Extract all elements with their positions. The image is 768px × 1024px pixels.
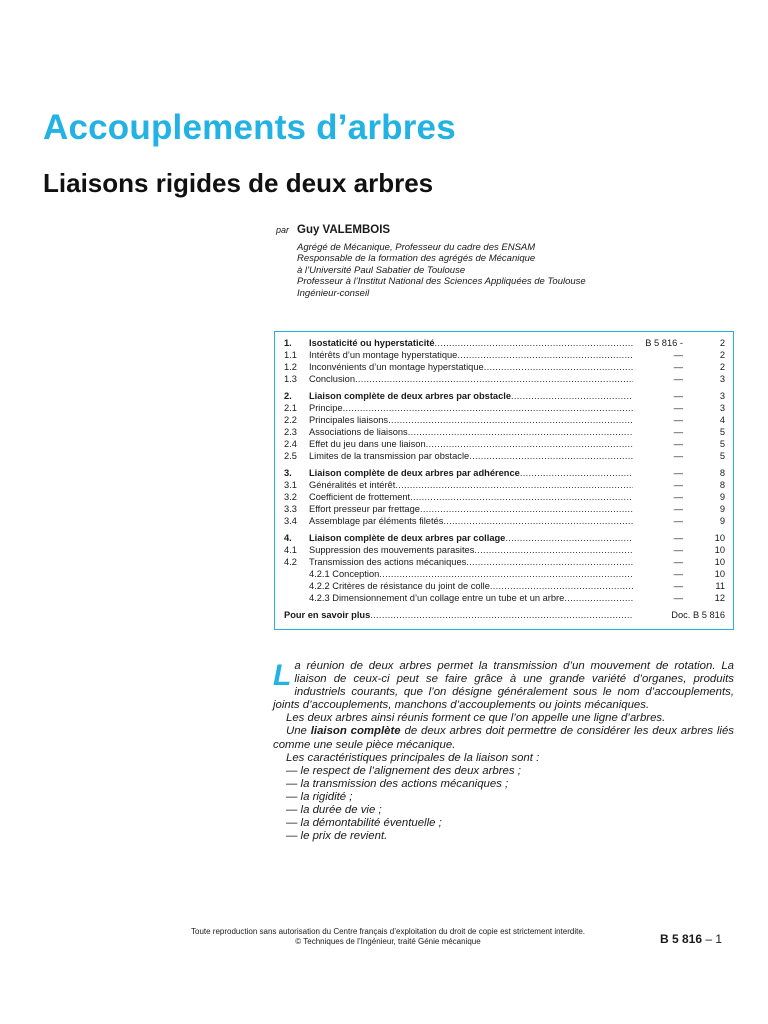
- toc-entry[interactable]: [284, 361, 725, 373]
- toc-dash: —: [673, 504, 683, 515]
- affiliation-line: Ingénieur-conseil: [297, 287, 370, 299]
- toc-dash: —: [673, 516, 683, 527]
- toc-entry[interactable]: [284, 373, 725, 385]
- toc-number: 3.: [284, 467, 292, 478]
- toc-number: 1.: [284, 338, 292, 348]
- toc-number: 2.3: [284, 427, 297, 438]
- toc-page: 5: [719, 427, 725, 438]
- toc-entry[interactable]: [284, 438, 725, 450]
- toc-title: Pour en savoir plus: [284, 609, 371, 620]
- toc-number: 1.1: [284, 350, 297, 361]
- toc-dash: —: [673, 390, 683, 401]
- toc-dash: —: [673, 427, 683, 438]
- toc-leader-dots: [469, 450, 633, 462]
- toc-leader-dots: [395, 479, 633, 491]
- toc-leader-dots: [457, 349, 633, 361]
- toc-entry[interactable]: [284, 568, 725, 580]
- toc-number: 2.2: [284, 415, 297, 426]
- toc-title: Conclusion: [309, 374, 355, 385]
- list-item: — le respect de l’alignement des deux arbres ;: [286, 764, 521, 777]
- toc-page: 9: [719, 516, 725, 527]
- toc-page: 2: [719, 350, 725, 361]
- toc-page-ref: [633, 592, 725, 604]
- toc-page: 9: [719, 504, 725, 515]
- introduction-text: [273, 660, 734, 843]
- toc-page-ref: [633, 491, 725, 503]
- toc-entry[interactable]: [284, 592, 725, 604]
- toc-entry[interactable]: [284, 532, 725, 544]
- toc-title: Effet du jeu dans une liaison: [309, 439, 426, 450]
- toc-number: 2.5: [284, 451, 297, 462]
- toc-leader-dots: [388, 414, 633, 426]
- toc-page-ref: [633, 479, 725, 491]
- toc-page: 10: [714, 545, 725, 555]
- affiliation-line: à l’Université Paul Sabatier de Toulouse: [297, 264, 466, 276]
- toc-title: Associations de liaisons: [309, 427, 408, 438]
- copyright-line: Toute reproduction sans autorisation du Centre français d’exploitation du droit de copie est strictement interdite.: [191, 927, 585, 936]
- toc-leader-dots: [410, 491, 633, 503]
- toc-number: 4.2: [284, 557, 297, 568]
- toc-dash: —: [673, 402, 683, 413]
- toc-dash: —: [673, 593, 683, 604]
- intro-text-segment: Une: [286, 725, 311, 738]
- toc-entry[interactable]: [284, 515, 725, 527]
- toc-entry[interactable]: [284, 491, 725, 503]
- toc-page-ref: [633, 544, 725, 556]
- toc-page-ref: [633, 450, 725, 462]
- toc-number: 2.: [284, 390, 292, 401]
- article-subtitle: Liaisons rigides de deux arbres: [43, 168, 434, 198]
- toc-page-ref: [633, 337, 725, 349]
- toc-leader-dots: [343, 402, 633, 414]
- toc-page: 2: [719, 362, 725, 373]
- toc-page: 11: [715, 581, 725, 592]
- toc-number: 3.3: [284, 504, 297, 515]
- toc-entry[interactable]: [284, 337, 725, 349]
- toc-dash: B 5 816 -: [645, 338, 683, 348]
- toc-entry[interactable]: [284, 426, 725, 438]
- toc-entry[interactable]: [284, 467, 725, 479]
- toc-title: Liaison complète de deux arbres par adhérence: [309, 467, 520, 478]
- author-line: [276, 224, 696, 240]
- toc-leader-dots: [370, 609, 633, 621]
- toc-page: 10: [714, 532, 725, 543]
- toc-dash: —: [673, 492, 683, 503]
- toc-page-ref: [633, 568, 725, 580]
- toc-entry[interactable]: [284, 450, 725, 462]
- toc-leader-dots: [443, 515, 633, 527]
- toc-number: 3.4: [284, 516, 297, 527]
- toc-page: 10: [714, 569, 725, 580]
- toc-dash: —: [673, 557, 683, 568]
- copyright-line: © Techniques de l’Ingénieur, traité Génie mécanique: [295, 936, 481, 946]
- toc-entry[interactable]: [284, 580, 725, 592]
- list-item: — la transmission des actions mécaniques ;: [286, 777, 509, 790]
- toc-title: Inconvénients d’un montage hyperstatique: [309, 362, 484, 373]
- toc-number: 4.1: [284, 545, 297, 555]
- toc-page: Doc. B 5 816: [671, 609, 725, 620]
- toc-entry[interactable]: [284, 479, 725, 491]
- toc-number: 3.1: [284, 480, 297, 491]
- toc-page-ref: [633, 414, 725, 426]
- toc-title: Principales liaisons: [309, 415, 389, 426]
- toc-leader-dots: [426, 438, 633, 450]
- document-code: B 5 816: [660, 932, 703, 946]
- toc-leader-dots: [505, 532, 633, 544]
- toc-page-ref: [633, 402, 725, 414]
- toc-page: 12: [714, 593, 725, 604]
- intro-paragraph: [273, 725, 734, 751]
- toc-entry[interactable]: [284, 503, 725, 515]
- toc-leader-dots: [520, 467, 633, 479]
- toc-page-ref: [633, 373, 725, 385]
- table-of-contents: [274, 331, 734, 630]
- toc-dash: —: [673, 581, 683, 592]
- list-item: — la rigidité ;: [286, 790, 353, 803]
- toc-title: 4.2.3 Dimensionnement d’un collage entre un tube et un arbre: [309, 593, 565, 604]
- toc-leader-dots: [474, 544, 633, 556]
- toc-dash: —: [673, 569, 683, 580]
- toc-title: Assemblage par éléments filetés: [309, 516, 444, 527]
- toc-page-ref: [633, 609, 725, 621]
- toc-page: 4: [719, 415, 725, 426]
- toc-leader-dots: [435, 337, 633, 349]
- toc-title: Coefficient de frottement: [309, 492, 411, 503]
- toc-page: 10: [714, 557, 725, 568]
- toc-number: 4.: [284, 532, 292, 543]
- toc-entry[interactable]: [284, 414, 725, 426]
- toc-page-ref: [633, 503, 725, 515]
- toc-page: 8: [719, 480, 725, 491]
- toc-page: 9: [719, 492, 725, 503]
- toc-page: 5: [719, 451, 725, 462]
- author-name: Guy VALEMBOIS: [297, 224, 391, 236]
- toc-title: Effort presseur par frettage: [309, 504, 420, 515]
- toc-leader-dots: [466, 556, 633, 568]
- toc-dash: —: [673, 415, 683, 426]
- toc-leader-dots: [490, 580, 633, 592]
- toc-leader-dots: [511, 390, 633, 402]
- toc-title: Généralités et intérêt: [309, 480, 396, 491]
- toc-number: 1.3: [284, 374, 297, 385]
- toc-dash: —: [673, 374, 683, 385]
- toc-leader-dots: [420, 503, 633, 515]
- toc-dash: —: [673, 545, 683, 555]
- page-reference: [660, 932, 722, 946]
- toc-page: 5: [719, 439, 725, 450]
- intro-text-segment: de deux arbres doit permettre de considérer les deux arbres liés comme une seule pièce mécanique.: [273, 725, 734, 751]
- by-label: par: [276, 225, 290, 235]
- toc-page-ref: [633, 556, 725, 568]
- toc-dash: —: [673, 350, 683, 361]
- toc-leader-dots: [408, 426, 633, 438]
- toc-page: 3: [719, 390, 725, 401]
- toc-entry[interactable]: [284, 349, 725, 361]
- toc-dash: —: [673, 451, 683, 462]
- toc-title: 4.2.2 Critères de résistance du joint de colle: [309, 581, 490, 592]
- toc-title: Suppression des mouvements parasites: [309, 545, 475, 555]
- toc-title: Liaison complète de deux arbres par obstacle: [309, 390, 512, 401]
- toc-dash: —: [673, 467, 683, 478]
- emphasis-term: liaison complète: [310, 725, 401, 738]
- toc-page: 3: [719, 374, 725, 385]
- toc-title: 4.2.1 Conception: [309, 569, 380, 580]
- toc-leader-dots: [484, 361, 633, 373]
- toc-title: Transmission des actions mécaniques: [309, 557, 467, 568]
- page-number: – 1: [702, 932, 723, 946]
- toc-title: Principe: [309, 402, 343, 413]
- toc-title: Liaison complète de deux arbres par collage: [309, 532, 506, 543]
- toc-page-ref: [633, 515, 725, 527]
- toc-entry[interactable]: [284, 609, 725, 621]
- toc-page-ref: [633, 390, 725, 402]
- author-block: [276, 224, 696, 299]
- toc-page: 2: [719, 338, 725, 348]
- toc-leader-dots: [564, 592, 633, 604]
- drop-cap: L: [273, 659, 292, 692]
- toc-number: 2.1: [284, 402, 297, 413]
- author-affiliations: [297, 242, 696, 299]
- toc-dash: —: [673, 439, 683, 450]
- affiliation-line: Agrégé de Mécanique, Professeur du cadre des ENSAM: [297, 242, 536, 253]
- toc-dash: —: [673, 362, 683, 373]
- list-item: — la durée de vie ;: [286, 804, 382, 817]
- toc-page-ref: [633, 532, 725, 544]
- list-item: — le prix de revient.: [286, 830, 388, 843]
- toc-page-ref: [633, 349, 725, 361]
- toc-leader-dots: [379, 568, 633, 580]
- toc-page-ref: [633, 438, 725, 450]
- toc-page-ref: [633, 467, 725, 479]
- copyright-notice: [150, 927, 626, 946]
- toc-page: 3: [719, 402, 725, 413]
- intro-paragraph: Les caractéristiques principales de la liaison sont :: [286, 751, 540, 764]
- toc-dash: —: [673, 532, 683, 543]
- list-item: — la démontabilité éventuelle ;: [286, 817, 442, 830]
- toc-entry[interactable]: [284, 556, 725, 568]
- toc-number: 2.4: [284, 439, 297, 450]
- intro-paragraph-text: a réunion de deux arbres permet la transmission d’un mouvement de rotation. La liaison de ceux-ci peut se faire grâce à une grande variété d’organes, produits industriels courants, que l’on désigne généralement sous le nom d’accouplements, joints d’accouplements, manchons d’accouplements ou joints mécaniques.: [273, 660, 734, 712]
- toc-title: Isostaticité ou hyperstaticité: [309, 338, 435, 348]
- toc-entry[interactable]: [284, 544, 725, 556]
- toc-page-ref: [633, 361, 725, 373]
- toc-entry[interactable]: [284, 390, 725, 402]
- toc-title: Limites de la transmission par obstacle: [309, 451, 470, 462]
- toc-number: 1.2: [284, 362, 297, 373]
- article-title: Accouplements d’arbres: [43, 108, 456, 147]
- intro-paragraph: [273, 660, 734, 712]
- toc-number: 3.2: [284, 492, 297, 503]
- affiliation-line: Professeur à l’Institut National des Sciences Appliquées de Toulouse: [297, 276, 586, 288]
- toc-page-ref: [633, 580, 725, 592]
- intro-paragraph: Les deux arbres ainsi réunis forment ce que l’on appelle une ligne d’arbres.: [286, 712, 666, 725]
- affiliation-line: Responsable de la formation des agrégés de Mécanique: [297, 253, 536, 265]
- toc-title: Intérêts d’un montage hyperstatique: [309, 350, 458, 361]
- toc-page: 8: [719, 467, 725, 478]
- toc-entry[interactable]: [284, 402, 725, 414]
- toc-dash: —: [673, 480, 683, 491]
- toc-page-ref: [633, 426, 725, 438]
- toc-leader-dots: [355, 373, 633, 385]
